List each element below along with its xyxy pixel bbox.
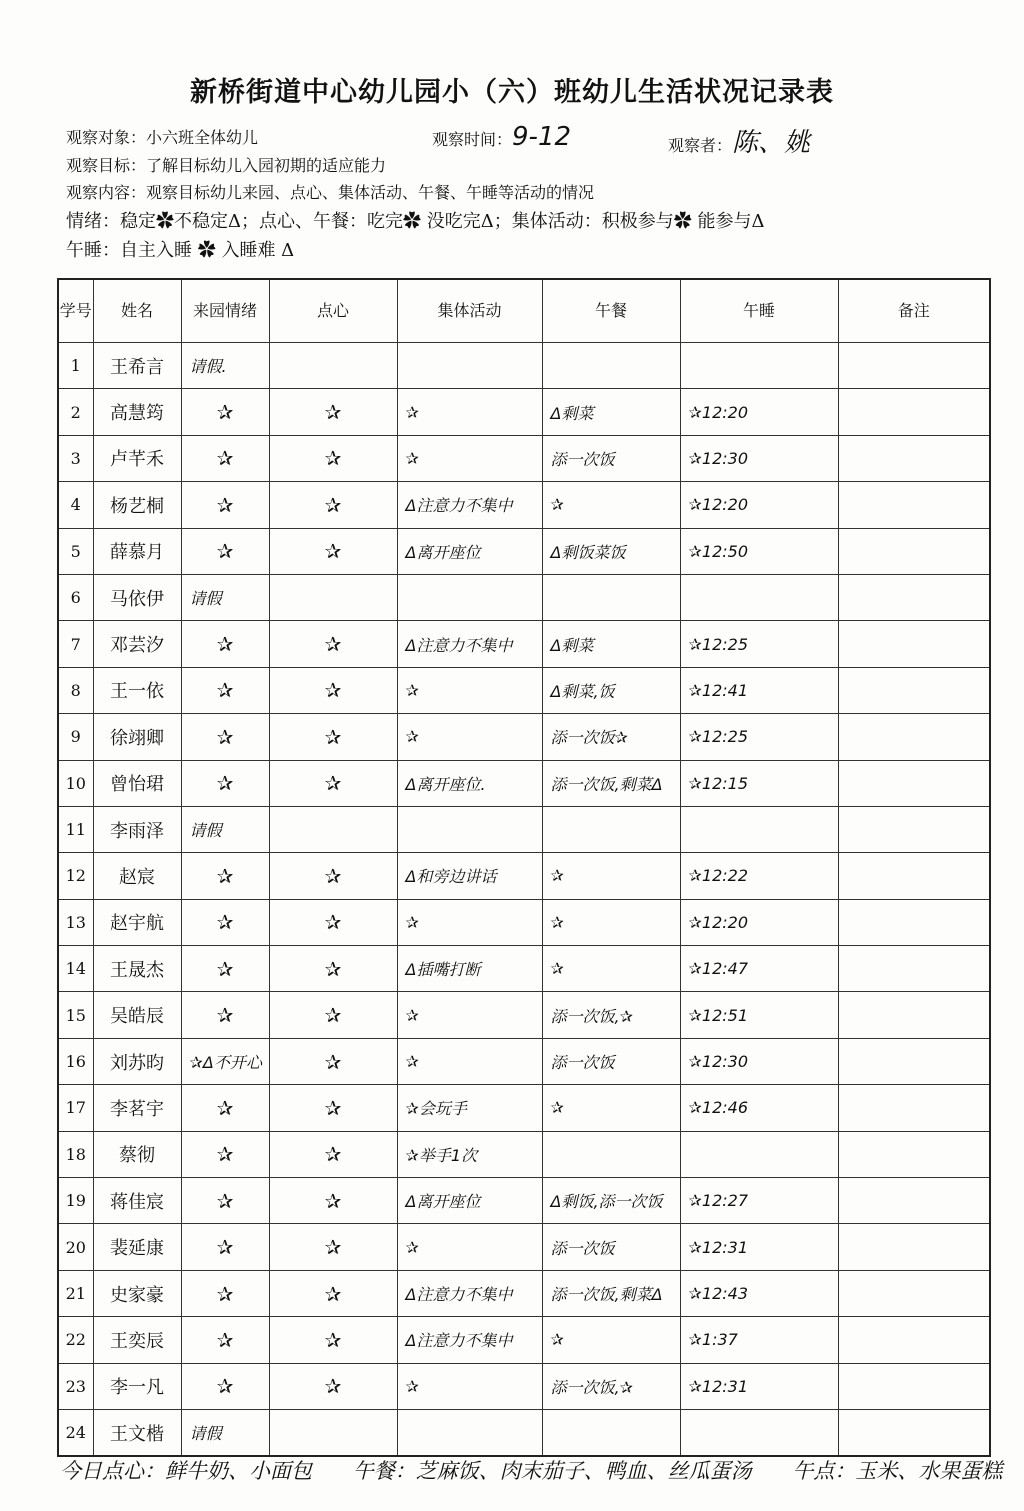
snack-status: ✰ [269,389,397,435]
student-name: 赵宸 [93,853,181,899]
page-title: 新桥街道中心幼儿园小（六）班幼儿生活状况记录表 [190,77,834,108]
group-activity [397,806,542,852]
nap-status: ✰12:31 [680,1224,838,1270]
snack-status: ✰ [269,528,397,574]
snack-status [269,1409,397,1456]
nap-status [680,574,838,620]
student-name: 高慧筠 [93,389,181,435]
snack-status: ✰ [269,435,397,481]
group-activity: Δ离开座位. [397,760,542,806]
lunch-status: ✰ [542,1317,680,1363]
lunch-status: ✰ [542,946,680,992]
table-row [58,1178,990,1224]
group-activity: ✰ [397,1363,542,1409]
row-no: 13 [58,899,93,945]
group-activity: ✰会玩手 [397,1085,542,1131]
header-snack: 点心 [269,279,397,343]
row-no: 9 [58,714,93,760]
row-no: 2 [58,389,93,435]
header-arrival: 来园情绪 [181,279,269,343]
object-value: 小六班全体幼儿 [146,128,259,147]
student-name: 刘苏昀 [93,1038,181,1084]
footer-afternoon: 午点：玉米、水果蛋糕 [792,1459,1003,1483]
row-no: 10 [58,760,93,806]
table-row [58,621,990,667]
lunch-status [542,1409,680,1456]
lunch-status: Δ剩菜 [542,389,680,435]
arrival-mood: ✰ [181,1317,269,1363]
observer-value: 陈、姚 [732,128,811,158]
nap-status: ✰12:50 [680,528,838,574]
row-no: 18 [58,1131,93,1177]
row-no: 17 [58,1085,93,1131]
student-name: 卢芊禾 [93,435,181,481]
lunch-status: Δ剩菜 [542,621,680,667]
remark-cell [838,1409,990,1456]
group-activity: Δ注意力不集中 [397,621,542,667]
group-activity [397,574,542,620]
student-name: 蒋佳宸 [93,1178,181,1224]
lunch-status [542,343,680,389]
student-name: 李一凡 [93,1363,181,1409]
nap-status: ✰12:43 [680,1270,838,1316]
group-activity: Δ注意力不集中 [397,1317,542,1363]
row-no: 3 [58,435,93,481]
footer-snack: 今日点心：鲜牛奶、小面包 [60,1459,312,1483]
snack-status: ✰ [269,946,397,992]
student-name: 王一依 [93,667,181,713]
student-name: 徐翊卿 [93,714,181,760]
menu-footer [60,1455,1003,1485]
snack-status: ✰ [269,714,397,760]
record-table [57,278,991,1457]
header-name: 姓名 [93,279,181,343]
arrival-mood: ✰ [181,853,269,899]
snack-status: ✰ [269,621,397,667]
remark-cell [838,760,990,806]
lunch-status: Δ剩菜,饭 [542,667,680,713]
remark-cell [838,482,990,528]
arrival-mood: ✰ [181,1363,269,1409]
table-row [58,343,990,389]
observation-goal: 观察目标：了解目标幼儿入园初期的适应能力 [66,156,387,175]
nap-status: ✰12:20 [680,899,838,945]
nap-status [680,1409,838,1456]
table-row [58,806,990,852]
remark-cell [838,435,990,481]
nap-status: ✰12:20 [680,389,838,435]
table-row [58,667,990,713]
lunch-status: ✰ [542,482,680,528]
nap-status: ✰12:46 [680,1085,838,1131]
table-row [58,1363,990,1409]
nap-status: ✰12:31 [680,1363,838,1409]
group-activity: Δ注意力不集中 [397,482,542,528]
lunch-status: 添一次饭✰ [542,714,680,760]
arrival-mood: ✰ [181,482,269,528]
header-no: 学号 [58,279,93,343]
remark-cell [838,389,990,435]
snack-status: ✰ [269,1270,397,1316]
table-row [58,760,990,806]
lunch-status: Δ剩饭,添一次饭 [542,1178,680,1224]
row-no: 24 [58,1409,93,1456]
lunch-status [542,806,680,852]
remark-cell [838,621,990,667]
row-no: 11 [58,806,93,852]
table-row [58,1131,990,1177]
remark-cell [838,1085,990,1131]
nap-status: ✰12:22 [680,853,838,899]
snack-status: ✰ [269,1085,397,1131]
arrival-mood: ✰ [181,714,269,760]
group-activity: ✰ [397,435,542,481]
snack-status: ✰ [269,992,397,1038]
row-no: 8 [58,667,93,713]
arrival-mood: ✰ [181,899,269,945]
lunch-status: ✰ [542,1085,680,1131]
student-name: 裴延康 [93,1224,181,1270]
remark-cell [838,899,990,945]
table-row [58,435,990,481]
group-activity: ✰ [397,714,542,760]
remark-cell [838,992,990,1038]
student-name: 蔡彻 [93,1131,181,1177]
remark-cell [838,946,990,992]
arrival-mood: ✰ [181,667,269,713]
student-name: 李雨泽 [93,806,181,852]
student-name: 马依伊 [93,574,181,620]
student-name: 赵宇航 [93,899,181,945]
snack-status: ✰ [269,1317,397,1363]
remark-cell [838,853,990,899]
snack-status: ✰ [269,1038,397,1084]
row-no: 20 [58,1224,93,1270]
arrival-mood: 请假 [181,806,269,852]
nap-status: ✰12:20 [680,482,838,528]
header-remark: 备注 [838,279,990,343]
lunch-status: Δ剩饭菜饭 [542,528,680,574]
student-name: 王文楷 [93,1409,181,1456]
student-name: 王希言 [93,343,181,389]
arrival-mood: ✰Δ不开心 [181,1038,269,1084]
arrival-mood: ✰ [181,435,269,481]
observation-object [66,125,258,148]
snack-status: ✰ [269,482,397,528]
group-activity: ✰举手1次 [397,1131,542,1177]
observation-content: 观察内容：观察目标幼儿来园、点心、集体活动、午餐、午睡等活动的情况 [66,183,595,202]
nap-status [680,1131,838,1177]
table-row [58,1409,990,1456]
nap-status: ✰12:47 [680,946,838,992]
table-row [58,1038,990,1084]
group-activity: Δ注意力不集中 [397,1270,542,1316]
snack-status [269,806,397,852]
lunch-status: 添一次饭,✰ [542,992,680,1038]
row-no: 16 [58,1038,93,1084]
group-activity: ✰ [397,389,542,435]
observer [668,122,810,159]
student-name: 薛慕月 [93,528,181,574]
snack-status: ✰ [269,1224,397,1270]
nap-status: ✰12:25 [680,714,838,760]
arrival-mood: ✰ [181,1085,269,1131]
remark-cell [838,1038,990,1084]
lunch-status: 添一次饭 [542,435,680,481]
nap-status: ✰1:37 [680,1317,838,1363]
student-name: 史家豪 [93,1270,181,1316]
arrival-mood: ✰ [181,946,269,992]
nap-status: ✰12:51 [680,992,838,1038]
lunch-status [542,1131,680,1177]
student-name: 王晟杰 [93,946,181,992]
nap-status: ✰12:30 [680,1038,838,1084]
row-no: 7 [58,621,93,667]
remark-cell [838,1270,990,1316]
header-nap: 午睡 [680,279,838,343]
snack-status: ✰ [269,853,397,899]
row-no: 4 [58,482,93,528]
footer-lunch: 午餐：芝麻饭、肉末茄子、鸭血、丝瓜蛋汤 [352,1459,752,1483]
table-row [58,714,990,760]
arrival-mood: ✰ [181,1178,269,1224]
snack-status: ✰ [269,760,397,806]
table-row [58,853,990,899]
snack-status: ✰ [269,1178,397,1224]
legend-line-1: 情绪：稳定✿不稳定Δ；点心、午餐：吃完✿ 没吃完Δ；集体活动：积极参与✿ 能参与Δ [66,211,765,232]
group-activity: ✰ [397,667,542,713]
arrival-mood: 请假. [181,343,269,389]
lunch-status: ✰ [542,853,680,899]
legend-line-2: 午睡：自主入睡 ✿ 入睡难 Δ [66,240,295,261]
remark-cell [838,1131,990,1177]
group-activity: ✰ [397,1224,542,1270]
group-activity: ✰ [397,1038,542,1084]
table-row [58,574,990,620]
row-no: 22 [58,1317,93,1363]
nap-status: ✰12:25 [680,621,838,667]
nap-status: ✰12:15 [680,760,838,806]
group-activity [397,343,542,389]
snack-status: ✰ [269,899,397,945]
remark-cell [838,806,990,852]
arrival-mood: ✰ [181,1131,269,1177]
lunch-status: 添一次饭,✰ [542,1363,680,1409]
object-label: 观察对象： [66,128,147,147]
nap-status [680,806,838,852]
arrival-mood: ✰ [181,528,269,574]
time-label: 观察时间： [432,130,513,149]
table-row [58,1085,990,1131]
row-no: 23 [58,1363,93,1409]
remark-cell [838,1224,990,1270]
arrival-mood: ✰ [181,1270,269,1316]
student-name: 杨艺桐 [93,482,181,528]
row-no: 19 [58,1178,93,1224]
row-no: 14 [58,946,93,992]
lunch-status [542,574,680,620]
nap-status [680,343,838,389]
remark-cell [838,574,990,620]
remark-cell [838,1178,990,1224]
lunch-status: 添一次饭 [542,1038,680,1084]
arrival-mood: ✰ [181,389,269,435]
table-row [58,992,990,1038]
table-row [58,389,990,435]
student-name: 曾怡珺 [93,760,181,806]
row-no: 12 [58,853,93,899]
student-name: 邓芸汐 [93,621,181,667]
remark-cell [838,528,990,574]
header-lunch: 午餐 [542,279,680,343]
row-no: 6 [58,574,93,620]
remark-cell [838,343,990,389]
table-row [58,528,990,574]
group-activity: Δ离开座位 [397,1178,542,1224]
arrival-mood: 请假 [181,1409,269,1456]
nap-status: ✰12:41 [680,667,838,713]
table-row [58,899,990,945]
snack-status: ✰ [269,1131,397,1177]
arrival-mood: ✰ [181,621,269,667]
header-group: 集体活动 [397,279,542,343]
remark-cell [838,1363,990,1409]
time-value: 9-12 [512,122,572,152]
lunch-status: ✰ [542,899,680,945]
group-activity: ✰ [397,899,542,945]
student-name: 李茗宇 [93,1085,181,1131]
snack-status: ✰ [269,1363,397,1409]
remark-cell [838,667,990,713]
nap-status: ✰12:30 [680,435,838,481]
observer-label: 观察者： [668,136,733,155]
row-no: 1 [58,343,93,389]
snack-status [269,574,397,620]
remark-cell [838,714,990,760]
table-row [58,946,990,992]
table-row [58,482,990,528]
snack-status: ✰ [269,667,397,713]
observation-time [432,122,571,152]
table-row [58,1270,990,1316]
group-activity: Δ离开座位 [397,528,542,574]
lunch-status: 添一次饭,剩菜Δ [542,1270,680,1316]
arrival-mood: ✰ [181,1224,269,1270]
group-activity: ✰ [397,992,542,1038]
arrival-mood: ✰ [181,760,269,806]
row-no: 21 [58,1270,93,1316]
group-activity: Δ插嘴打断 [397,946,542,992]
table-row [58,1317,990,1363]
lunch-status: 添一次饭,剩菜Δ [542,760,680,806]
row-no: 15 [58,992,93,1038]
remark-cell [838,1317,990,1363]
group-activity [397,1409,542,1456]
group-activity: Δ和旁边讲话 [397,853,542,899]
nap-status: ✰12:27 [680,1178,838,1224]
snack-status [269,343,397,389]
table-row [58,1224,990,1270]
arrival-mood: 请假 [181,574,269,620]
header-row [58,279,990,343]
student-name: 吴皓辰 [93,992,181,1038]
lunch-status: 添一次饭 [542,1224,680,1270]
row-no: 5 [58,528,93,574]
student-name: 王奕辰 [93,1317,181,1363]
arrival-mood: ✰ [181,992,269,1038]
